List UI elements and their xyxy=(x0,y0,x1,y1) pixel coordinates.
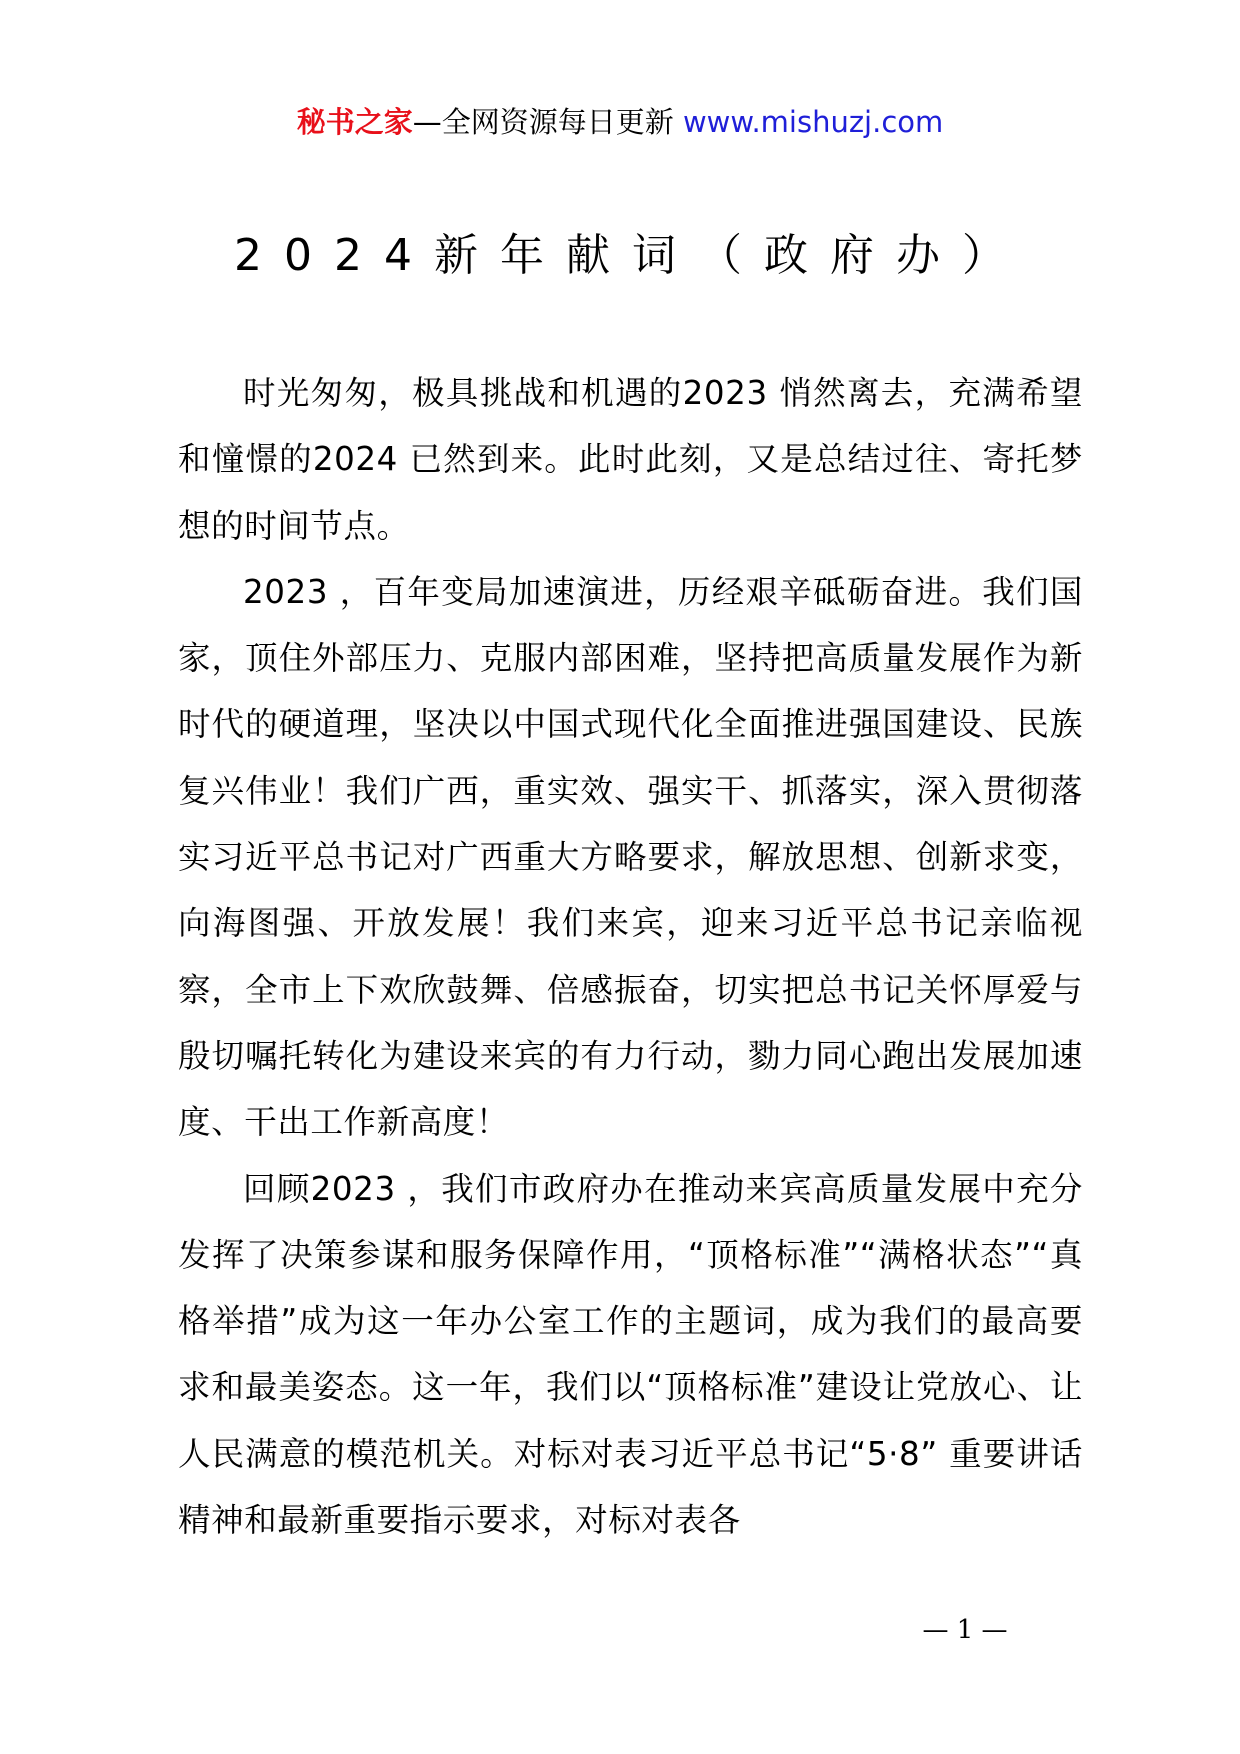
paragraph-2: 2023 ，百年变局加速演进，历经艰辛砥砺奋进。我们国家，顶住外部压力、克服内部困难，坚持把高质量发展作为新时代的硬道理，坚决以中国式现代化全面推进强国建设、民族复兴伟业！我们广西，重实效、强实干、抓落实，深入贯彻落实习近平总书记对广西重大方略要求，解放思想、创新求变，向海图强、开放发展！我们来宾，迎来习近平总书记亲临视察，全市上下欢欣鼓舞、倍感振奋，切实把总书记关怀厚爱与殷切嘱托转化为建设来宾的有力行动，勠力同心跑出发展加速度、干出工作新高度！ xyxy=(178,572,1083,1142)
document-body xyxy=(178,360,1083,1553)
site-slogan: —全网资源每日更新 xyxy=(412,105,674,139)
site-header xyxy=(0,102,1240,142)
page-number: — 1 — xyxy=(922,1615,1008,1645)
site-url-link[interactable]: www.mishuzj.com xyxy=(682,105,944,139)
site-name: 秘书之家 xyxy=(296,105,413,139)
document-title: 2024新年献词（政府办） xyxy=(234,230,1028,281)
paragraph-1: 时光匆匆，极具挑战和机遇的2023 悄然离去，充满希望和憧憬的2024 已然到来。此时此刻，又是总结过往、寄托梦想的时间节点。 xyxy=(178,374,1083,545)
paragraph-3: 回顾2023 ，我们市政府办在推动来宾高质量发展中充分发挥了决策参谋和服务保障作用，“顶格标准”“满格状态”“真格举措”成为这一年办公室工作的主题词，成为我们的最高要求和最美姿态。这一年，我们以“顶格标准”建设让党放心、让人民满意的模范机关。对标对表习近平总书记“5·8” 重要讲话精神和最新重要指示要求，对标对表各 xyxy=(178,1169,1083,1540)
